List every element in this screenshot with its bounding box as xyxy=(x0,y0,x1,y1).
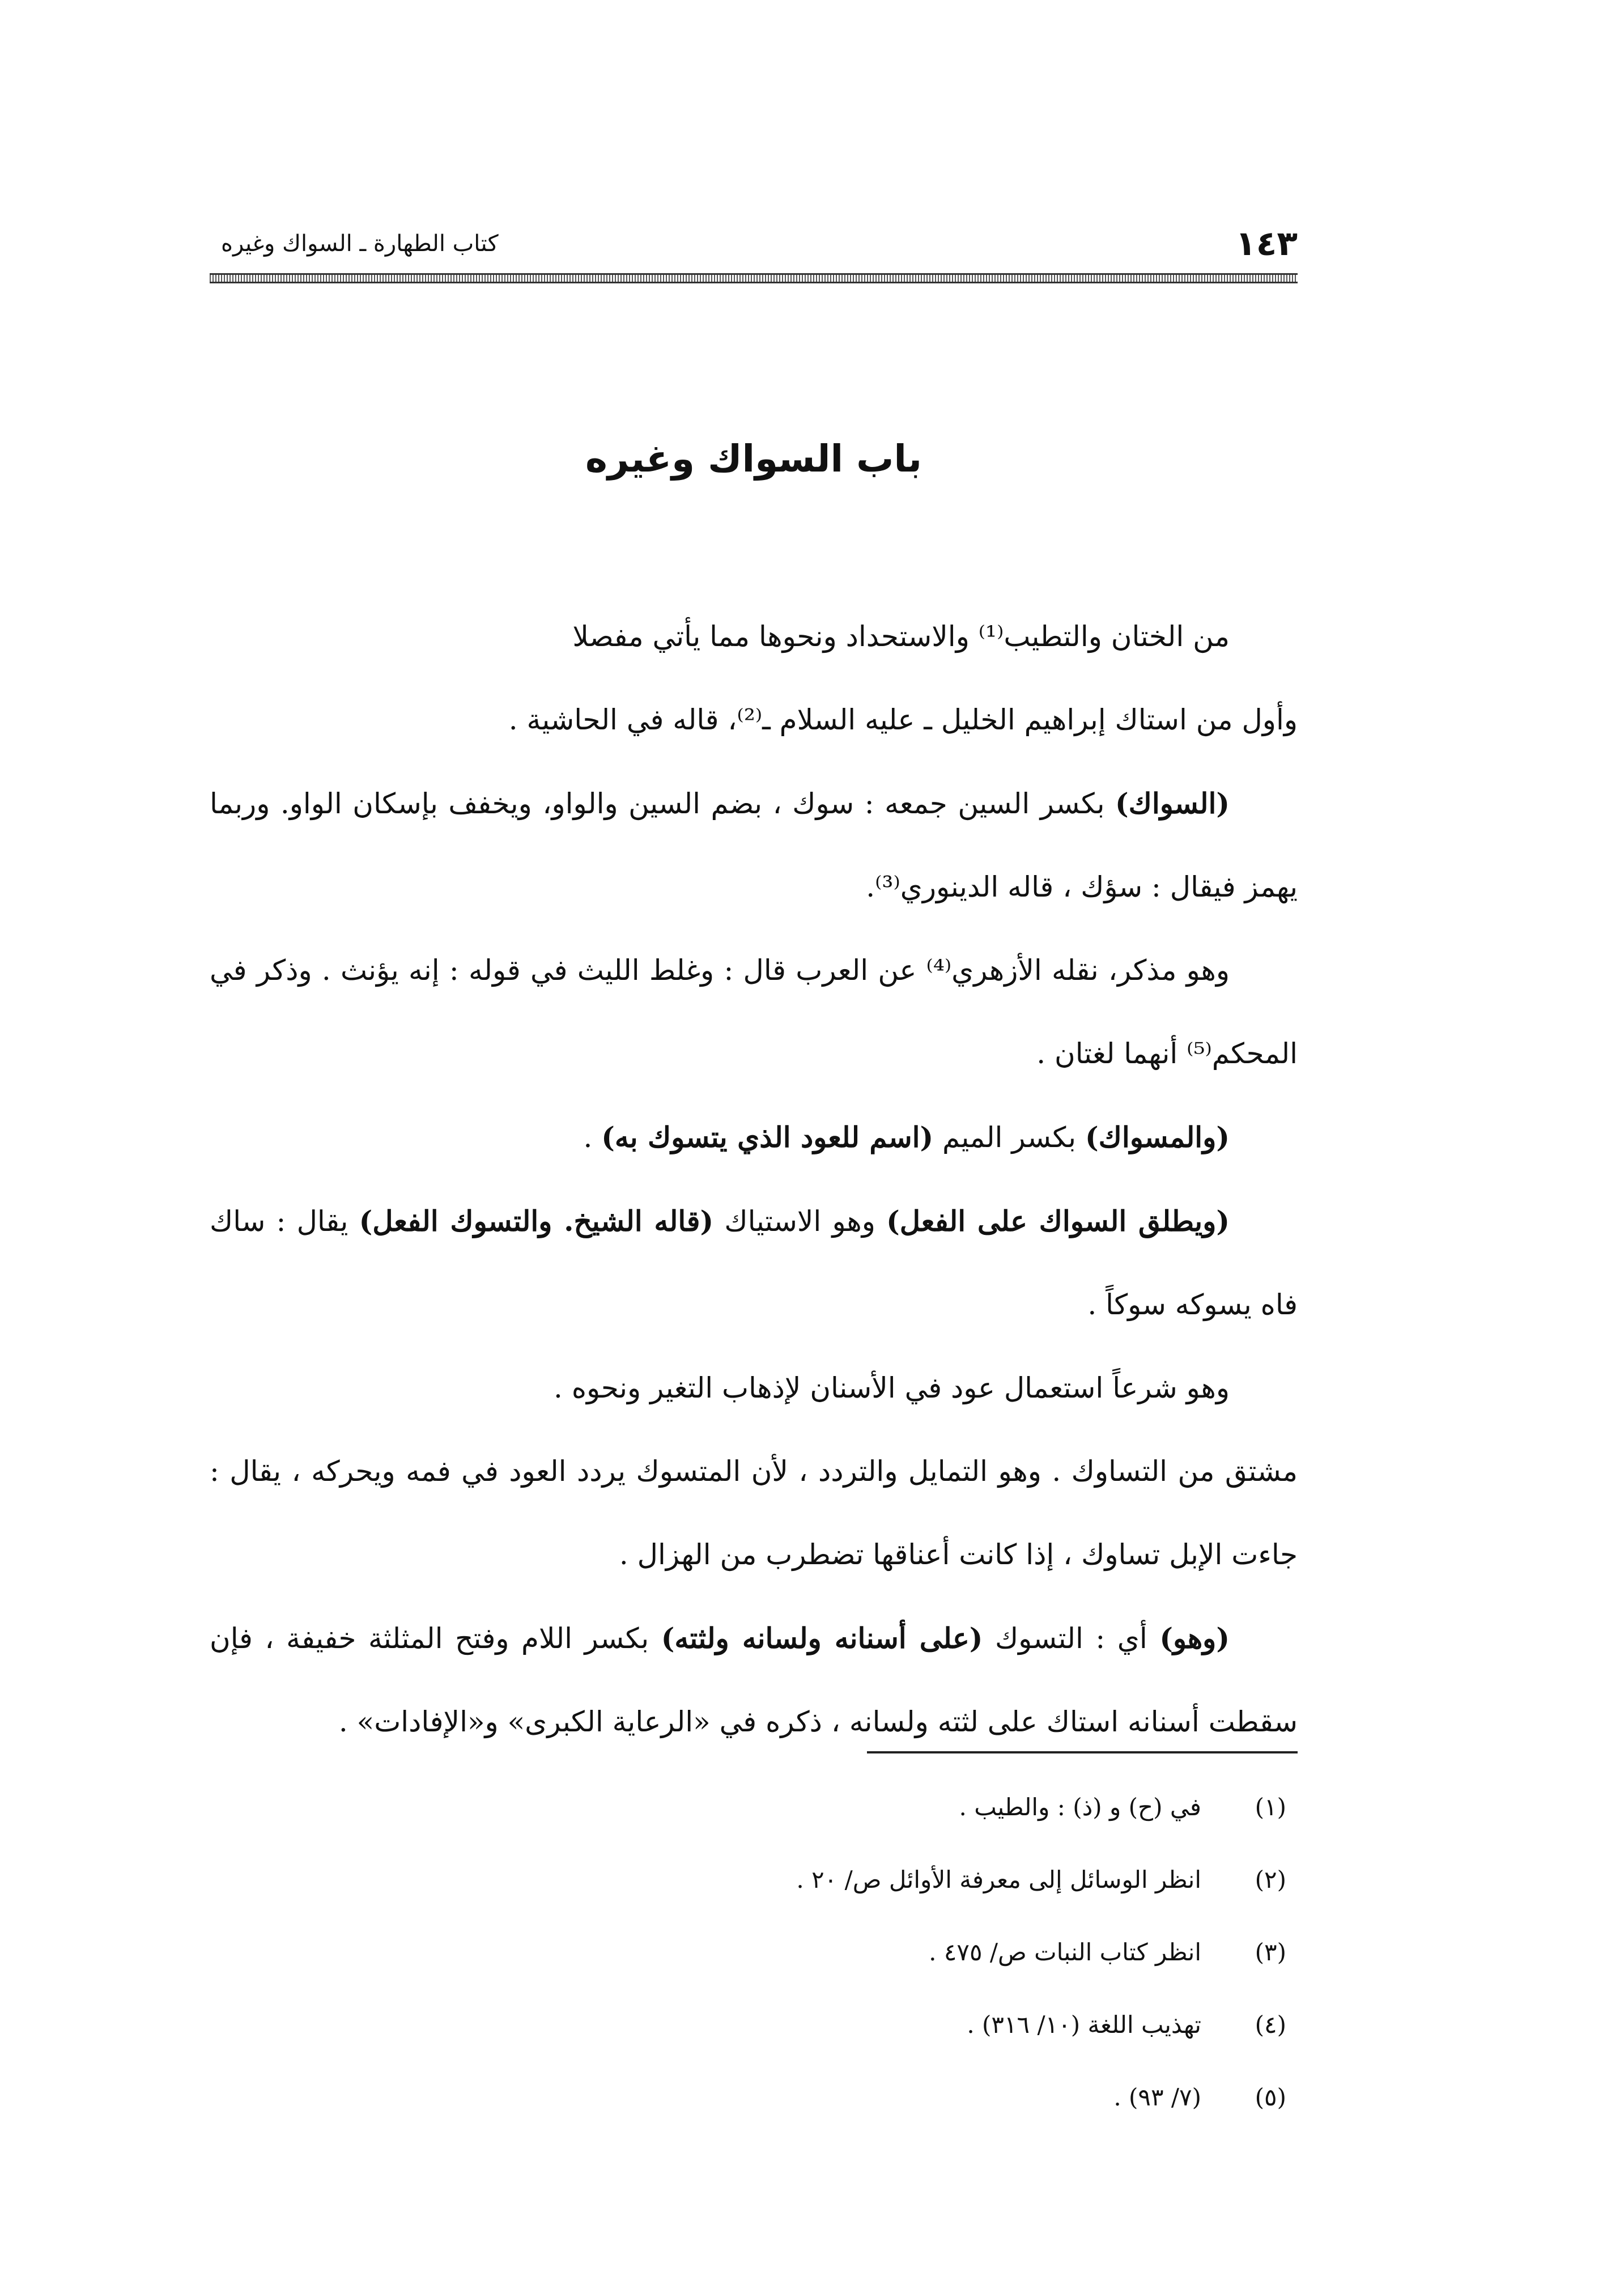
page-header xyxy=(210,221,1298,266)
paragraph-5 xyxy=(210,1179,1298,1347)
teeth-tongue-gums: (على أسنانه ولسانه ولثته) xyxy=(661,1621,983,1655)
footnote-number: (١) xyxy=(1255,1793,1286,1821)
paragraph-3 xyxy=(210,929,1298,1095)
shaykh-quote: (قاله الشيخ. والتسوك الفعل) xyxy=(359,1204,714,1238)
chapter-title: باب السواك وغيره xyxy=(585,437,922,481)
paragraph-2-text: بكسر السين جمعه : سوك ، بضم السين والواو، ويخفف بإسكان الواو. وربما يهمز فيقال : سؤك ، قاله الدينوري⁽³⁾. xyxy=(210,787,1298,903)
paragraph-5-text-1: وهو الاستياك xyxy=(713,1205,887,1238)
footnote-text: انظر الوسائل إلى معرفة الأوائل ص/ ٢٠ . xyxy=(796,1866,1201,1893)
term-wahuwa: (وهو) xyxy=(1159,1621,1230,1655)
footnote-number: (٥) xyxy=(1255,2083,1286,2111)
paragraph-1 xyxy=(210,595,1298,762)
miswak-definition: (اسم للعود الذي يتسوك به) xyxy=(601,1120,934,1154)
footnote-item xyxy=(210,1989,1298,2061)
paragraph-1-line-1: من الختان والتطيب⁽¹⁾ والاستحداد ونحوها مما يأتي مفصلا xyxy=(572,620,1230,653)
paragraph-6 xyxy=(210,1347,1298,1430)
footnote-number: (٤) xyxy=(1255,2011,1286,2039)
paragraph-8-text-2: بكسر اللام وفتح المثلثة خفيفة ، فإن سقطت أسنانه استاك على لثته ولسانه ، ذكره في «الرعاية الكبرى» و«الإفادات» . xyxy=(210,1622,1298,1738)
footnote-item xyxy=(210,1916,1298,1989)
footnote-number: (٣) xyxy=(1255,1938,1286,1966)
paragraph-7-text: مشتق من التساوك . وهو التمايل والتردد ، لأن المتسوك يردد العود في فمه ويحركه ، يقال : جاءت الإبل تساوك ، إذا كانت أعناقها تضطرب من الهزال . xyxy=(210,1455,1298,1571)
footnote-divider xyxy=(867,1751,1298,1753)
term-siwak: (السواك) xyxy=(1115,787,1230,820)
footnote-number: (٢) xyxy=(1255,1866,1286,1893)
paragraph-7 xyxy=(210,1430,1298,1596)
paragraph-5-text-2: يقال : ساك فاه يسوكه سوكاً . xyxy=(210,1205,1298,1321)
paragraph-4-text-2: . xyxy=(583,1121,602,1154)
footnotes xyxy=(210,1771,1298,2134)
paragraph-2 xyxy=(210,762,1298,929)
term-miswak: (والمسواك) xyxy=(1085,1120,1230,1154)
paragraph-3-text: وهو مذكر، نقله الأزهري⁽⁴⁾ عن العرب قال : وغلط الليث في قوله : إنه يؤنث . وذكر في المحكم⁽⁵⁾ أنهما لغتان . xyxy=(210,954,1298,1070)
paragraph-1-line-2: وأول من استاك إبراهيم الخليل ـ عليه السلام ـ⁽²⁾، قاله في الحاشية . xyxy=(508,703,1298,736)
paragraph-6-text: وهو شرعاً استعمال عود في الأسنان لإذهاب التغير ونحوه . xyxy=(554,1371,1230,1404)
footnote-item xyxy=(210,1844,1298,1916)
footnote-item xyxy=(210,2061,1298,2134)
paragraph-4-text-1: بكسر الميم xyxy=(933,1121,1085,1154)
paragraph-8-text-1: أي : التسوك xyxy=(983,1622,1160,1655)
siwak-act-term: (ويطلق السواك على الفعل) xyxy=(886,1204,1230,1238)
footnote-text: في (ح) و (ذ) : والطيب . xyxy=(959,1793,1201,1821)
footnote-text: تهذيب اللغة (١٠/ ٣١٦) . xyxy=(967,2011,1201,2039)
header-divider xyxy=(210,273,1298,283)
main-text xyxy=(210,595,1298,1764)
footnote-text: انظر كتاب النبات ص/ ٤٧٥ . xyxy=(929,1938,1201,1966)
paragraph-8 xyxy=(210,1596,1298,1764)
paragraph-4 xyxy=(210,1095,1298,1179)
running-title: كتاب الطهارة ـ السواك وغيره xyxy=(221,231,499,257)
footnote-item xyxy=(210,1771,1298,1844)
page-number: ١٤٣ xyxy=(1235,224,1298,264)
footnote-text: (٧/ ٩٣) . xyxy=(1113,2083,1201,2111)
